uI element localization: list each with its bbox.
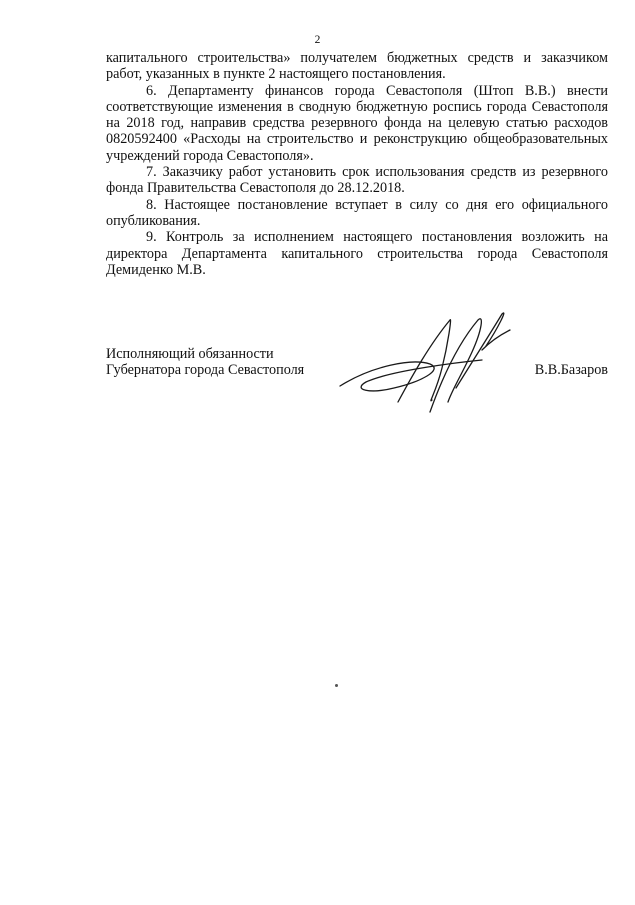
paragraph-continuation: капитального строительства» получателем бюджетных средств и заказчиком работ, указанных в пункте 2 настоящего постановления.: [106, 50, 608, 83]
scan-speck: [335, 684, 338, 687]
paragraph-8: 8. Настоящее постановление вступает в силу со дня его официального опубликования.: [106, 196, 608, 229]
paragraph-7: 7. Заказчику работ установить срок использования средств из резервного фонда Правительства Севастополя до 28.12.2018.: [106, 164, 608, 197]
signatory-title-line1: Исполняющий обязанности: [106, 346, 274, 362]
signatory-title: [106, 346, 304, 379]
paragraph-6: 6. Департаменту финансов города Севастополя (Штоп В.В.) внести соответствующие изменения в сводную бюджетную роспись города Севастополя на 2018 год, направив средства резервного фонда на целевую статью расходов 0820592400 «Расходы на строительство и реконструкцию общеобразовательных учреждений города Севастополя».: [106, 82, 608, 164]
document-body: [106, 50, 608, 278]
paragraph-9: 9. Контроль за исполнением настоящего постановления возложить на директора Департамента капитального строительства города Севастополя Демиденко М.В.: [106, 229, 608, 278]
handwritten-signature: [332, 304, 532, 424]
signatory-title-line2: Губернатора города Севастополя: [106, 362, 305, 379]
signatory-name: В.В.Базаров: [534, 362, 608, 378]
page-number: 2: [314, 34, 321, 46]
